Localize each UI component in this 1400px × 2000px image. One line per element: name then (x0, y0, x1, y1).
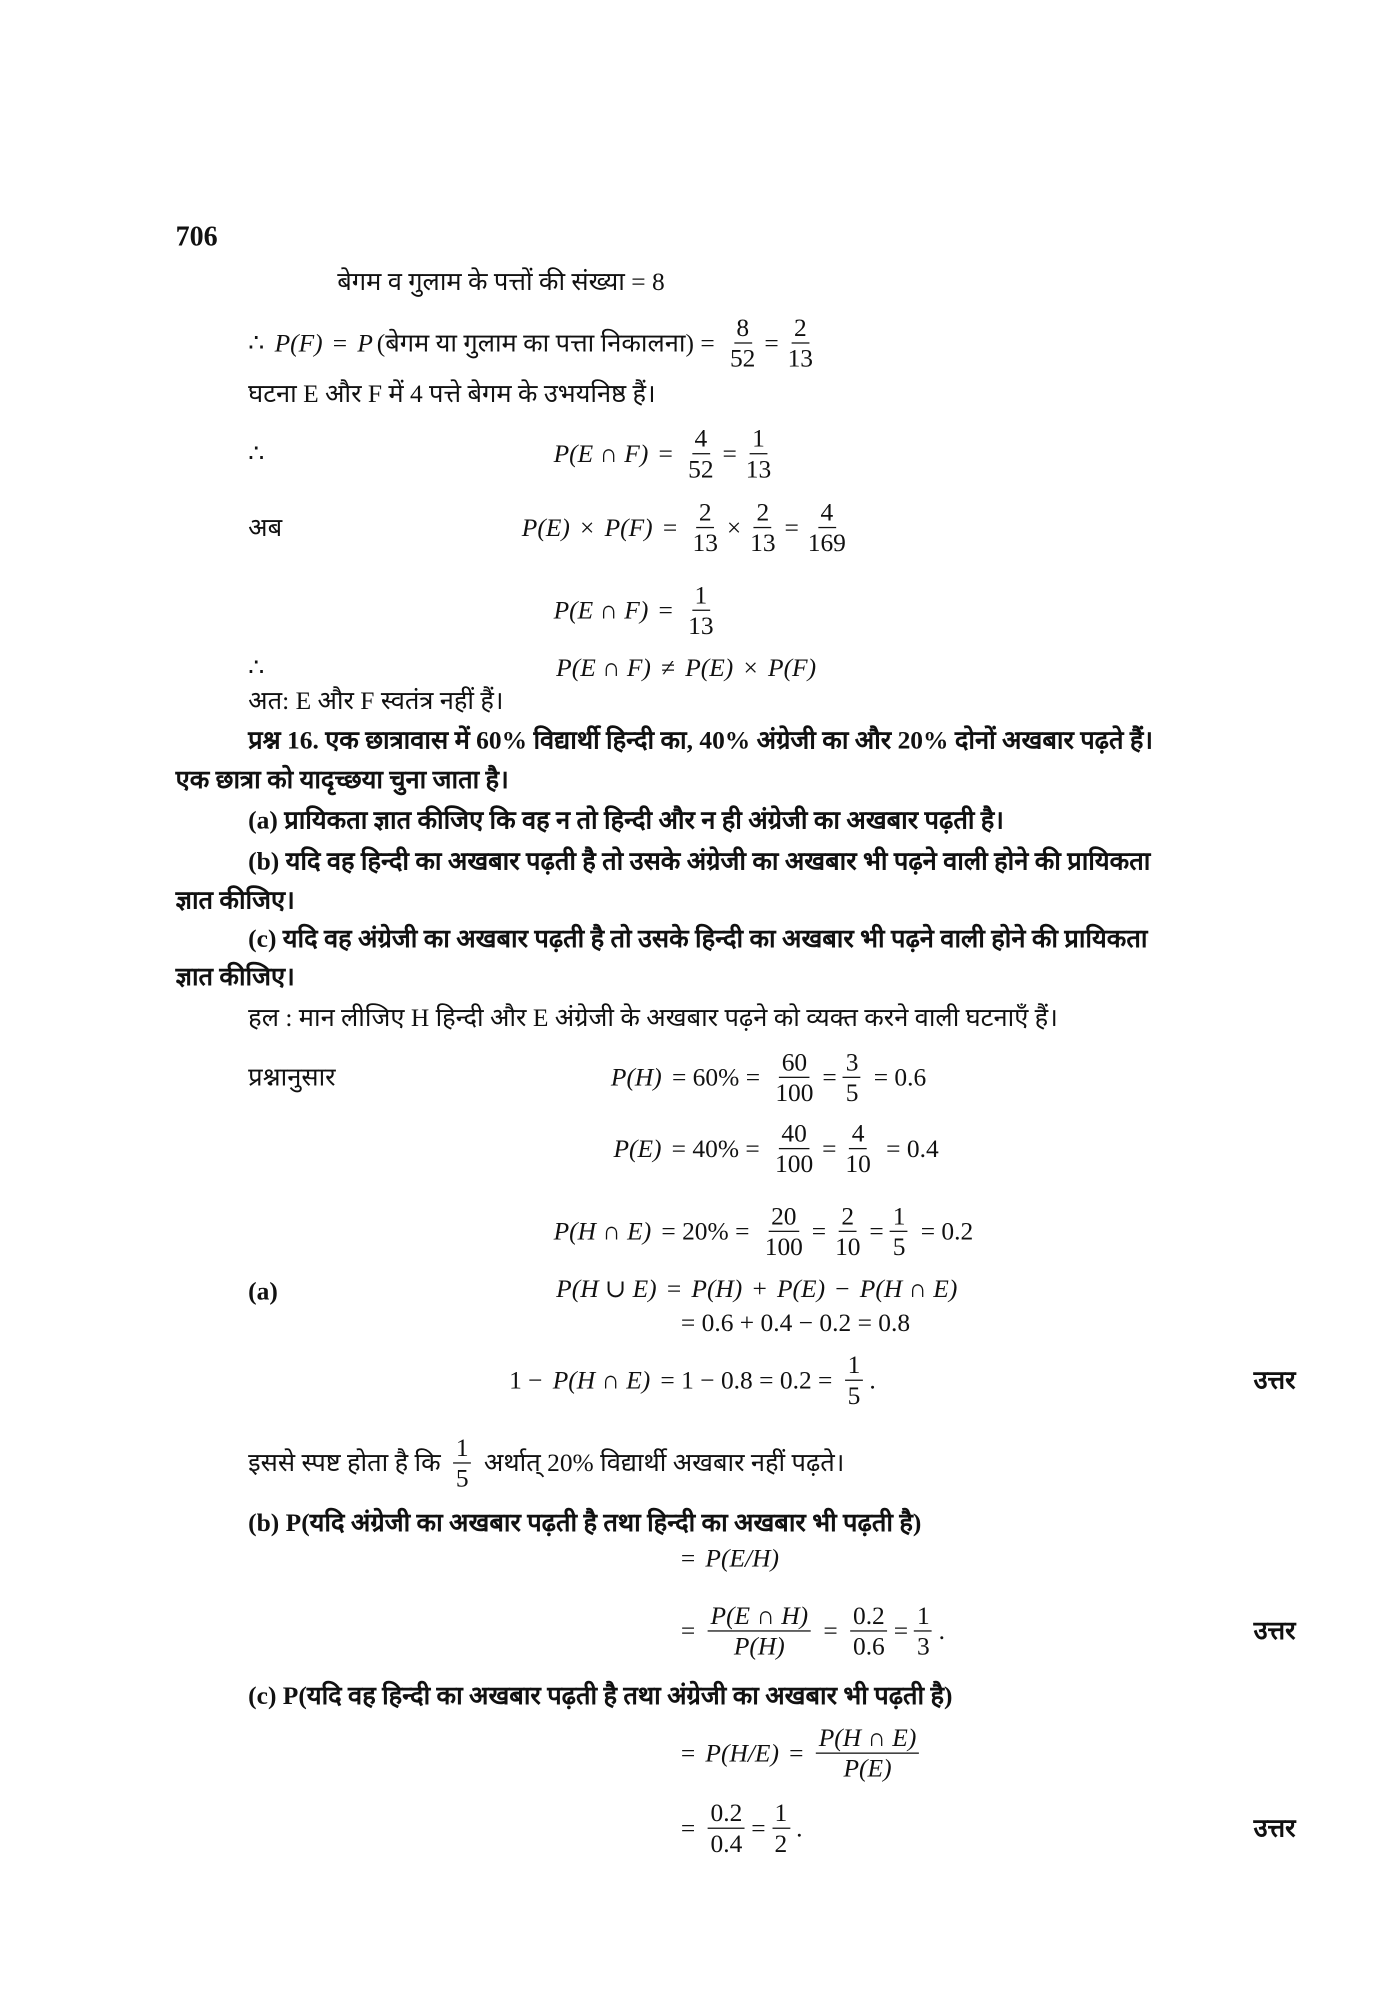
denominator: 52 (688, 455, 714, 484)
question-part-b: ज्ञात कीजिए। (175, 887, 295, 916)
math-expression: P(E ∩ F) (553, 440, 649, 469)
fraction (686, 426, 717, 482)
math-text: = (869, 1217, 884, 1246)
denominator: 5 (892, 1233, 906, 1262)
numerator: 1 (772, 1801, 790, 1829)
denominator: 13 (688, 612, 714, 641)
question-text: एक छात्रा को यादृच्छया चुना जाता है। (175, 766, 509, 795)
numerator: 2 (839, 1204, 857, 1232)
fraction (453, 1436, 471, 1492)
part-label: (a) (248, 1277, 278, 1306)
math-text: ≠ (654, 654, 682, 683)
math-expression: P(E ∩ F) (553, 596, 649, 625)
fraction (748, 500, 779, 556)
denominator: 100 (764, 1233, 803, 1262)
question-text: प्रश्न 16. एक छात्रावास में 60% विद्यार्थी हिन्दी का, 40% अंग्रेजी का और 20% दोनों अखबार पढ़ते हैं। (248, 726, 1154, 755)
fraction (833, 1204, 864, 1260)
text-line (248, 1436, 844, 1492)
numerator: 2 (754, 500, 772, 528)
answer-label: उत्तर (1253, 1366, 1296, 1395)
math-expression: P(E) (777, 1275, 826, 1304)
solution-intro: हल : मान लीजिए H हिन्दी और E अंग्रेजी के अखबार पढ़ने को व्यक्त करने वाली घटनाएँ हैं। (248, 1004, 1058, 1033)
math-text: = 60% = (665, 1063, 767, 1092)
fraction (743, 426, 774, 482)
math-expression: P(E/H) (705, 1545, 779, 1574)
math-expression: P(H ∩ E) (552, 1366, 651, 1395)
equation-ph (611, 1050, 926, 1106)
math-text: × (726, 514, 742, 543)
math-expression: P(H/E) (705, 1739, 779, 1768)
equation-complement (509, 1353, 876, 1409)
math-text: × (737, 654, 765, 683)
fraction (805, 500, 848, 556)
fraction (914, 1604, 932, 1660)
math-text: ∴ (248, 329, 271, 358)
math-text: − (828, 1275, 856, 1304)
page-number: 706 (175, 220, 218, 252)
math-text: = (822, 1063, 837, 1092)
math-text: . (938, 1617, 945, 1646)
fraction (890, 1204, 908, 1260)
fraction (773, 1050, 816, 1106)
fraction (773, 1121, 816, 1177)
math-text: = (764, 329, 779, 358)
numerator: 60 (779, 1050, 810, 1078)
question-part-b: (b) यदि वह हिन्दी का अखबार पढ़ती है तो उसके अंग्रेजी का अखबार भी पढ़ने वाली होने की प्रायिकता (248, 847, 1151, 876)
math-text: = (680, 1814, 702, 1843)
denominator: 2 (774, 1830, 788, 1859)
equation-pef-2 (554, 583, 719, 639)
text-line: अत: E और F स्वतंत्र नहीं हैं। (248, 687, 504, 716)
equation-pe (613, 1121, 938, 1177)
math-text: = (822, 1135, 837, 1164)
denominator: 5 (847, 1382, 861, 1411)
numerator: 20 (769, 1204, 800, 1232)
question-part-a: (a) प्रायिकता ज्ञात कीजिए कि वह न तो हिन्दी और न ही अंग्रेजी का अखबार पढ़ती है। (248, 806, 1004, 835)
text-line: अब (248, 514, 283, 543)
denominator: 169 (807, 529, 846, 558)
equation-not-equal (556, 654, 817, 683)
math-expression: P(E ∩ F) (556, 654, 651, 683)
denominator: 10 (835, 1233, 861, 1262)
fraction (686, 583, 717, 639)
math-text: = (751, 1814, 766, 1843)
math-expression: P(E) (685, 654, 734, 683)
equation-c (681, 1726, 922, 1782)
fraction (708, 1604, 811, 1660)
math-text: = (656, 514, 684, 543)
answer-label: उत्तर (1253, 1814, 1296, 1843)
math-expression: P(H) (691, 1275, 743, 1304)
equation-product (522, 500, 851, 556)
math-text: = (811, 1217, 827, 1246)
math-text: = (680, 1739, 702, 1768)
math-expression: P(H) (610, 1063, 662, 1092)
denominator: 5 (845, 1079, 859, 1108)
math-text: . (796, 1814, 803, 1843)
numerator: 1 (453, 1436, 471, 1464)
numerator: 2 (791, 316, 809, 344)
numerator: 1 (914, 1604, 932, 1632)
question-part-c: (c) यदि वह अंग्रेजी का अखबार पढ़ती है तो उसके हिन्दी का अखबार भी पढ़ने वाली होने की प्रायिकता (248, 925, 1148, 954)
fraction (727, 316, 758, 372)
math-text: इससे स्पष्ट होता है कि (248, 1449, 448, 1478)
equation-pf (248, 316, 818, 372)
numerator: 4 (692, 426, 710, 454)
equation-union (556, 1277, 957, 1302)
equation-c-result (681, 1801, 803, 1857)
math-text: (बेगम या गुलाम का पत्ता निकालना) = (376, 329, 722, 358)
equation-union-value: = 0.6 + 0.4 − 0.2 = 0.8 (680, 1309, 911, 1338)
equation-pef (554, 426, 777, 482)
math-text: = (680, 1545, 702, 1574)
math-text: = 20% = (654, 1217, 756, 1246)
denominator: 13 (787, 344, 814, 373)
math-text: = 0.6 (867, 1063, 927, 1092)
math-text: अर्थात् 20% विद्यार्थी अखबार नहीं पढ़ते। (477, 1449, 845, 1478)
fraction (708, 1801, 745, 1857)
numerator: 8 (734, 316, 752, 344)
denominator: 0.4 (710, 1830, 743, 1859)
math-text: = (782, 1739, 810, 1768)
denominator: 0.6 (852, 1632, 885, 1661)
math-text: = 0.4 (879, 1135, 939, 1164)
math-text: = (680, 1617, 702, 1646)
numerator: 3 (843, 1050, 861, 1078)
math-expression: P(H ∩ E) (859, 1275, 958, 1304)
question-part-c: ज्ञात कीजिए। (175, 963, 295, 992)
fraction (816, 1726, 919, 1782)
numerator: 2 (696, 500, 714, 528)
text-line: प्रश्नानुसार (248, 1063, 336, 1092)
math-expression: P(E) (613, 1135, 662, 1164)
math-expression: P(F) (604, 514, 653, 543)
math-text: = 1 − 0.8 = 0.2 = (654, 1366, 839, 1395)
denominator: P(E) (843, 1755, 892, 1784)
math-expression: P(E) (521, 514, 570, 543)
numerator: 0.2 (850, 1604, 887, 1632)
numerator: P(H ∩ E) (816, 1726, 919, 1754)
numerator: 0.2 (708, 1801, 745, 1829)
math-expression: P(H ∩ E) (553, 1217, 652, 1246)
math-expression: P(F) (274, 329, 323, 358)
math-expression: P(F) (768, 654, 817, 683)
fraction (843, 1121, 874, 1177)
denominator: 100 (775, 1079, 814, 1108)
math-text: = (652, 440, 680, 469)
denominator: P(H) (733, 1632, 785, 1661)
math-text: = (784, 514, 799, 543)
text-line: घटना E और F में 4 पत्ते बेगम के उभयनिष्ठ हैं। (248, 380, 656, 409)
denominator: 3 (916, 1632, 930, 1661)
fraction (772, 1801, 790, 1857)
denominator: 100 (775, 1150, 814, 1179)
math-text: = (893, 1617, 909, 1646)
math-text: = (326, 329, 354, 358)
math-text: = (816, 1617, 845, 1646)
equation-b (680, 1545, 779, 1574)
math-text: = (660, 1275, 688, 1304)
text-line: बेगम व गुलाम के पत्तों की संख्या = 8 (337, 268, 665, 297)
fraction (850, 1604, 887, 1660)
numerator: 1 (890, 1204, 908, 1232)
math-expression: P (357, 329, 373, 358)
denominator: 5 (455, 1464, 469, 1493)
numerator: 4 (849, 1121, 867, 1149)
denominator: 13 (745, 455, 772, 484)
numerator: P(E ∩ H) (708, 1604, 811, 1632)
fraction (690, 500, 721, 556)
denominator: 52 (729, 344, 756, 373)
math-text: × (573, 514, 601, 543)
numerator: 1 (692, 583, 710, 611)
part-c-text: (c) P(यदि वह हिन्दी का अखबार पढ़ती है तथा अंग्रेजी का अखबार भी पढ़ती है) (248, 1682, 953, 1711)
therefore-symbol: ∴ (248, 440, 265, 469)
fraction (845, 1353, 863, 1409)
denominator: 13 (750, 529, 776, 558)
part-b-text: (b) P(यदि अंग्रेजी का अखबार पढ़ती है तथा हिन्दी का अखबार भी पढ़ती है) (248, 1509, 922, 1538)
numerator: 1 (750, 426, 768, 454)
equation-b-result (681, 1604, 945, 1660)
numerator: 40 (779, 1121, 810, 1149)
math-text: = 0.2 (914, 1217, 974, 1246)
denominator: 10 (845, 1150, 871, 1179)
math-text: 1 − (509, 1366, 549, 1395)
numerator: 1 (845, 1353, 863, 1381)
fraction (762, 1204, 805, 1260)
math-expression: P(H ∪ E) (556, 1275, 657, 1304)
math-text: = 40% = (665, 1135, 767, 1164)
answer-label: उत्तर (1253, 1617, 1296, 1646)
math-text: = (652, 596, 680, 625)
fraction (843, 1050, 861, 1106)
equation-phe (554, 1204, 974, 1260)
math-text: = (722, 440, 737, 469)
math-text: + (746, 1275, 774, 1304)
math-text: . (869, 1366, 876, 1395)
numerator: 4 (818, 500, 836, 528)
fraction (785, 316, 816, 372)
denominator: 13 (692, 529, 718, 558)
therefore-symbol: ∴ (248, 654, 265, 683)
